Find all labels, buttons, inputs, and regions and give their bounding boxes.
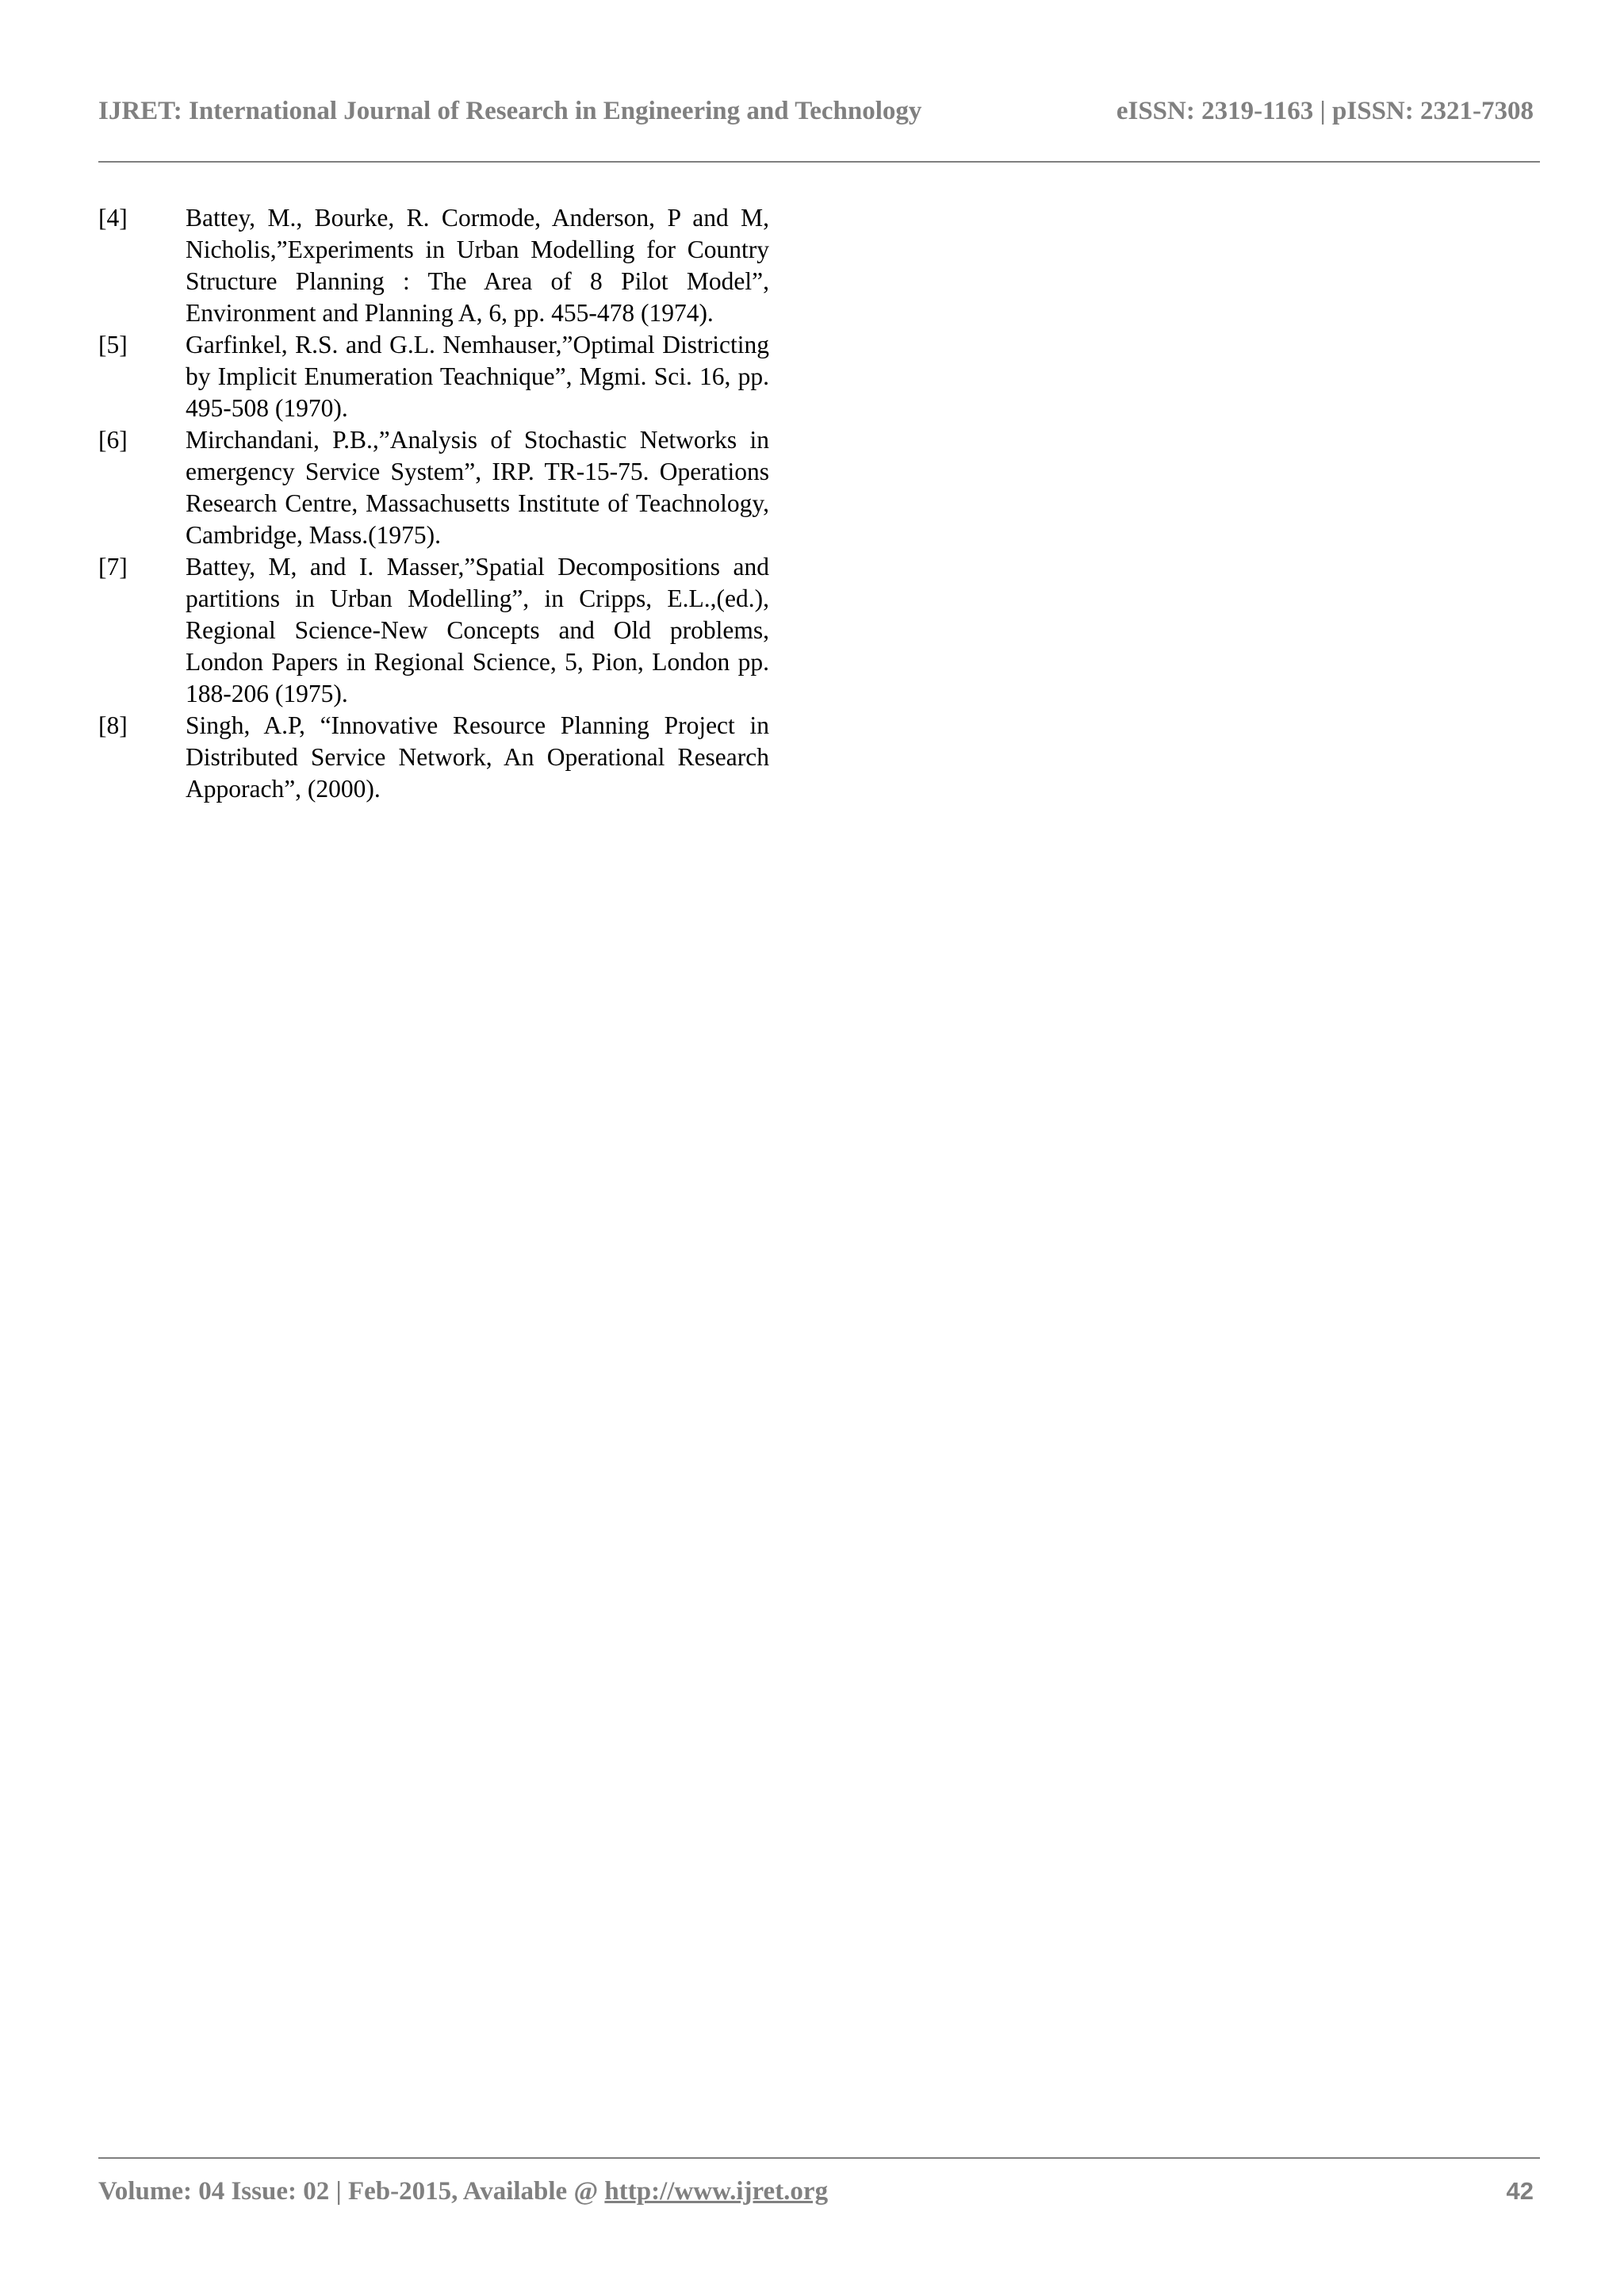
header-divider	[98, 161, 1540, 163]
reference-item	[98, 710, 769, 805]
reference-text: Singh, A.P, “Innovative Resource Planning Project in Distributed Service Network, An Operational Research Apporach”, (2000).	[186, 711, 769, 803]
reference-text: Garfinkel, R.S. and G.L. Nemhauser,”Optimal Districting by Implicit Enumeration Teachnique”, Mgmi. Sci. 16, pp. 495-508 (1970).	[186, 331, 769, 422]
running-footer	[98, 2177, 1534, 2217]
reference-item	[98, 329, 769, 424]
reference-number: [7]	[98, 553, 128, 581]
reference-number: [6]	[98, 426, 128, 454]
reference-item	[98, 551, 769, 710]
reference-text: Battey, M, and I. Masser,”Spatial Decompositions and partitions in Urban Modelling”, in Cripps, E.L.,(ed.), Regional Science-New Concepts and Old problems, London Papers in Regional Science, 5, Pion, London pp. 188-206 (1975).	[186, 553, 769, 707]
issn-info: eISSN: 2319-1163 | pISSN: 2321-7308	[1116, 97, 1534, 125]
reference-text: Battey, M., Bourke, R. Cormode, Anderson, P and M, Nicholis,”Experiments in Urban Modelling for Country Structure Planning : The Area of 8 Pilot Model”, Environment and Planning A, 6, pp. 455-478 (1974).	[186, 204, 769, 327]
reference-number: [8]	[98, 711, 128, 739]
running-header	[98, 97, 1534, 136]
footer-divider	[98, 2157, 1540, 2159]
journal-title: IJRET: International Journal of Research in Engineering and Technology	[98, 97, 922, 125]
reference-item	[98, 202, 769, 329]
volume-text: Volume: 04 Issue: 02 | Feb-2015, Available @	[98, 2177, 605, 2206]
journal-link[interactable]: http://www.ijret.org	[604, 2177, 829, 2206]
reference-number: [4]	[98, 204, 128, 232]
reference-text: Mirchandani, P.B.,”Analysis of Stochastic Networks in emergency Service System”, IRP. TR-15-75. Operations Research Centre, Massachusetts Institute of Teachnology, Cambridge, Mass.(1975).	[186, 426, 769, 549]
reference-item	[98, 424, 769, 551]
volume-info	[98, 2177, 828, 2206]
reference-list	[98, 202, 769, 805]
reference-number: [5]	[98, 331, 128, 358]
page-number: 42	[1506, 2177, 1534, 2205]
